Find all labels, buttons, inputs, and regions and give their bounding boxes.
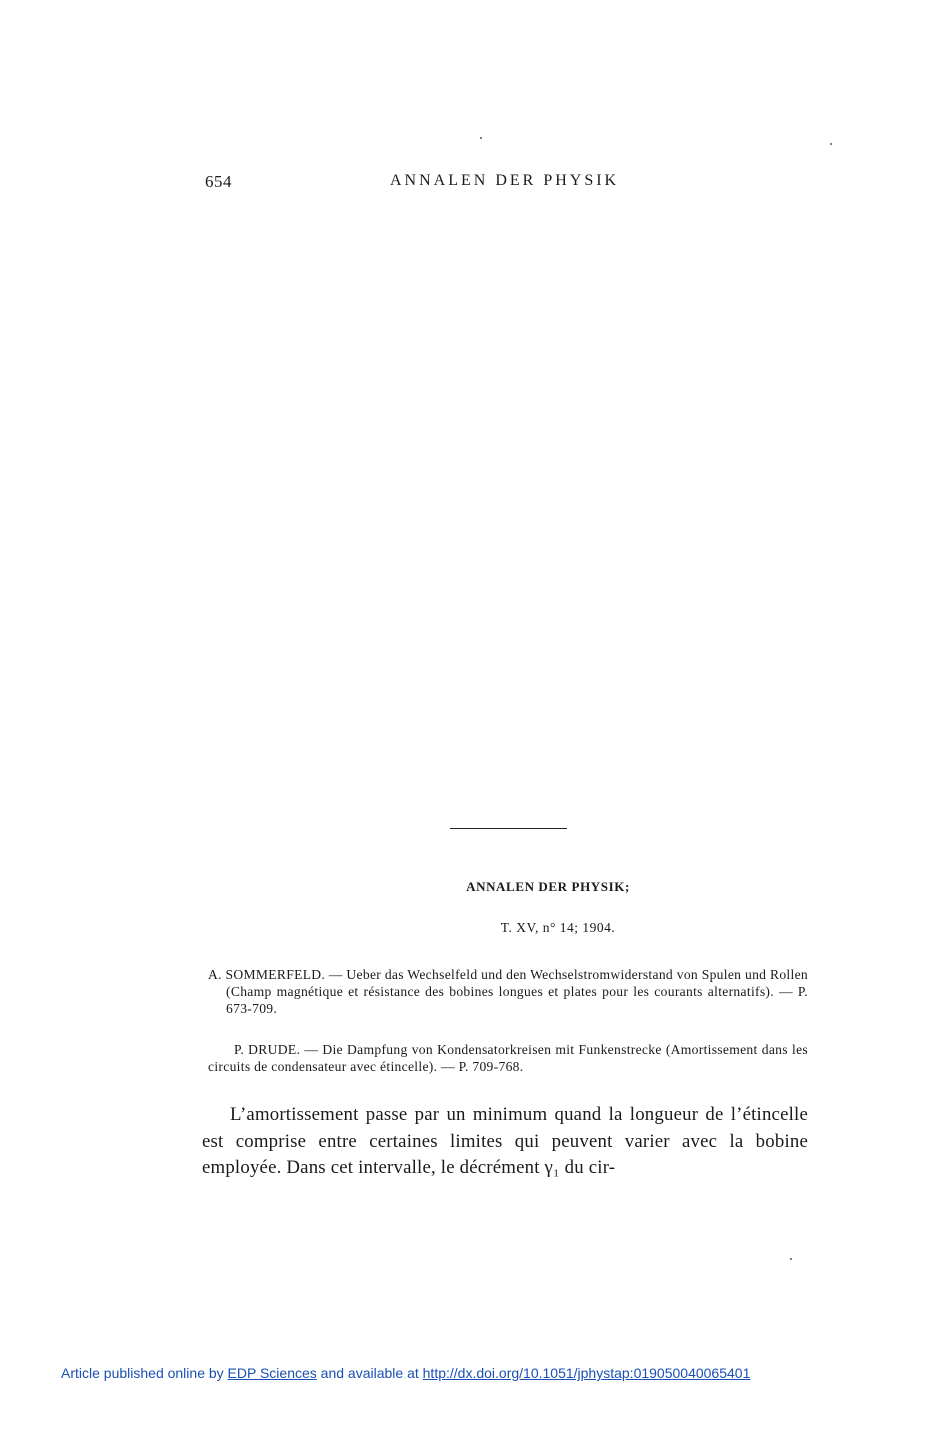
edp-sciences-link[interactable]: EDP Sciences (227, 1365, 317, 1381)
running-head-title: ANNALEN DER PHYSIK (390, 172, 620, 189)
doi-link[interactable]: http://dx.doi.org/10.1051/jphystap:019050040065401 (422, 1365, 751, 1381)
page-number: 654 (205, 172, 232, 191)
running-head (205, 172, 620, 194)
section-title: ANNALEN DER PHYSIK; (466, 879, 630, 894)
volume-issue-line: T. XV, n° 14; 1904. (500, 920, 616, 935)
abstract-entry-sommerfeld (208, 966, 808, 1017)
scan-speck (790, 1258, 792, 1260)
abstract-entry-drude (208, 1041, 808, 1075)
footer-prefix: Article published online by (61, 1365, 224, 1381)
footer-middle: and available at (320, 1365, 419, 1381)
abstract-text: — Die Dampfung von Kondensatorkreisen mit Funkenstrecke (Amortissement dans les circuits de condensateur avec étincelle). — P. 709-768. (208, 1042, 808, 1074)
abstract-author: P. DRUDE. (234, 1042, 301, 1057)
abstract-text: — Ueber das Wechselfeld und den Wechselstromwiderstand von Spulen und Rollen (Champ magnétique et résistance des bobines longues et plates pour les courants alternatifs). — P. 673-709. (226, 967, 809, 1016)
scan-speck (830, 143, 832, 145)
abstract-author: A. SOMMERFELD. (208, 967, 326, 982)
publication-footer (61, 1365, 750, 1381)
body-paragraph: L’amortissement passe par un minimum quand la longueur de l’étincelle est comprise entre certaines limites qui peuvent varier avec la bobine employée. Dans cet intervalle, le décrément γ₁ du cir- (202, 1104, 808, 1178)
section-divider (450, 828, 567, 829)
scan-speck (480, 137, 482, 139)
